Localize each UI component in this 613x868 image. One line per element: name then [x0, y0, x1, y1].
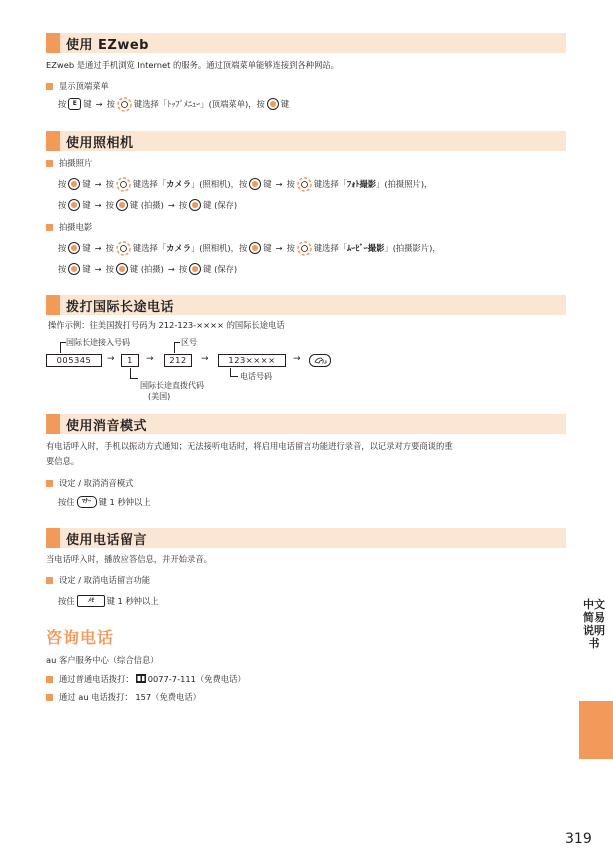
- bracket-line: [230, 376, 238, 377]
- bullet-silent-mode: 设定 / 取消消音模式: [46, 477, 133, 489]
- ezweb-description: EZweb 是通过手机浏览 Internet 的服务。通过顶端菜单能够连接到各种网站。: [46, 60, 339, 70]
- section-title: 使用消音模式: [66, 419, 148, 434]
- nav-key-icon: [116, 177, 131, 192]
- section-header-intl-call: [46, 295, 566, 315]
- bracket-line: [130, 378, 138, 379]
- send-key-icon: [309, 354, 331, 367]
- memo-key-icon: ﾒﾓ: [77, 595, 105, 607]
- box-area-code: 212: [164, 354, 192, 367]
- section-marker: [46, 295, 60, 315]
- dial-arrow: →: [201, 354, 209, 364]
- nav-key-icon: [297, 241, 312, 256]
- section-marker: [46, 131, 60, 151]
- center-key-icon: [249, 178, 261, 190]
- step-movie-1: 按 键 → 按 键选择「 カメラ 」(照相机)，按 键 → 按 键选择「 ﾑｰﾋﾞｰ撮影 」(拍摄影片)，: [58, 240, 441, 256]
- contact-au-phone: 通过 au 电话拨打： 157（免费电话）: [46, 691, 201, 703]
- box-access-code: 005345: [46, 354, 102, 367]
- bullet-square: [46, 480, 53, 487]
- label-country-name: (美国): [148, 392, 171, 401]
- intl-example: 操作示例：往美国拨打号码为 212-123-×××× 的国际长途电话: [48, 320, 285, 330]
- manner-key-icon: ﾏﾅｰ: [77, 496, 97, 508]
- center-key-icon: [189, 199, 201, 211]
- silent-description-1: 有电话呼入时，手机以振动方式通知；无法接听电话时，将启用电话留言功能进行录音，以记录对方要商谈的重: [46, 441, 453, 451]
- bullet-top-menu: 显示顶端菜单: [46, 80, 109, 92]
- bullet-square: [46, 160, 53, 167]
- step-photo-1: 按 键 → 按 键选择「 カメラ 」(照相机)，按 键 → 按 键选择「 ﾌｫﾄ撮影 」(拍摄照片)，: [58, 176, 432, 192]
- bracket-line: [60, 342, 61, 353]
- bracket-line: [174, 342, 180, 343]
- silent-description-2: 要信息。: [46, 456, 80, 466]
- nav-key-icon: [297, 177, 312, 192]
- nav-key-icon: [117, 97, 132, 112]
- section-title: 使用照相机: [66, 136, 134, 151]
- bracket-line: [130, 368, 131, 378]
- bullet-square: [46, 224, 53, 231]
- bracket-line: [230, 368, 231, 376]
- section-marker: [46, 33, 60, 53]
- section-header-voicemail: [46, 528, 566, 548]
- label-area-code: 区号: [181, 338, 197, 347]
- bullet-square: [46, 83, 53, 90]
- section-title: 使用电话留言: [66, 533, 148, 548]
- section-title: 使用 EZweb: [66, 38, 149, 53]
- dial-arrow: →: [146, 354, 154, 364]
- section-header-silent-mode: [46, 414, 566, 434]
- section-marker: [46, 528, 60, 548]
- bullet-square: [46, 694, 53, 701]
- contact-title: 咨询电话: [46, 628, 115, 647]
- svg-text:AP: AP: [322, 360, 328, 365]
- bullet-square: [46, 676, 53, 683]
- bullet-photo: 拍摄照片: [46, 157, 92, 169]
- step-top-menu: 按 E 键 → 按 键选择「ﾄｯﾌﾟﾒﾆｭｰ」(顶端菜单)，按 键: [58, 96, 289, 112]
- step-photo-2: 按 键 → 按 键 (拍摄) → 按 键 (保存): [58, 200, 238, 210]
- center-key-icon: [68, 199, 80, 211]
- nav-key-icon: [116, 241, 131, 256]
- step-silent-mode: 按住 ﾏﾅｰ 键 1 秒钟以上: [58, 497, 151, 507]
- center-key-icon: [68, 263, 80, 275]
- section-header-camera: [46, 131, 566, 151]
- label-country-code: 国际长途直拨代码: [140, 381, 204, 390]
- center-key-icon: [249, 242, 261, 254]
- voicemail-description: 当电话呼入时，播放应答信息，并开始录音。: [46, 554, 212, 564]
- contact-general-phone: 通过普通电话拨打： 0077-7-111（免费电话）: [46, 673, 246, 685]
- label-phone-number: 电话号码: [240, 372, 272, 381]
- section-header-ezweb: [46, 33, 566, 53]
- side-tab: [579, 701, 613, 759]
- contact-center: au 客户服务中心（综合信息）: [46, 655, 159, 665]
- section-title: 拨打国际长途电话: [66, 300, 175, 315]
- box-phone-number: 123××××: [218, 354, 286, 367]
- center-key-icon: [68, 178, 80, 190]
- page-number: 319: [565, 831, 592, 847]
- dial-arrow: →: [293, 354, 301, 364]
- center-key-icon: [68, 242, 80, 254]
- step-movie-2: 按 键 → 按 键 (拍摄) → 按 键 (保存): [58, 264, 238, 274]
- center-key-icon: [267, 98, 279, 110]
- center-key-icon: [189, 263, 201, 275]
- box-country-code: 1: [121, 354, 139, 367]
- bullet-voicemail: 设定 / 取消电话留言功能: [46, 574, 150, 586]
- center-key-icon: [116, 263, 128, 275]
- bracket-line: [174, 342, 175, 353]
- bullet-movie: 拍摄电影: [46, 221, 92, 233]
- ezweb-key-icon: E: [68, 98, 81, 110]
- section-marker: [46, 414, 60, 434]
- label-access-code: 国际长途接入号码: [66, 338, 130, 347]
- free-dial-icon: [136, 674, 146, 683]
- dial-arrow: →: [107, 354, 115, 364]
- step-voicemail: 按住 ﾒﾓ 键 1 秒钟以上: [58, 596, 159, 606]
- bullet-square: [46, 577, 53, 584]
- side-title: 中文简易说明书: [583, 598, 605, 650]
- center-key-icon: [116, 199, 128, 211]
